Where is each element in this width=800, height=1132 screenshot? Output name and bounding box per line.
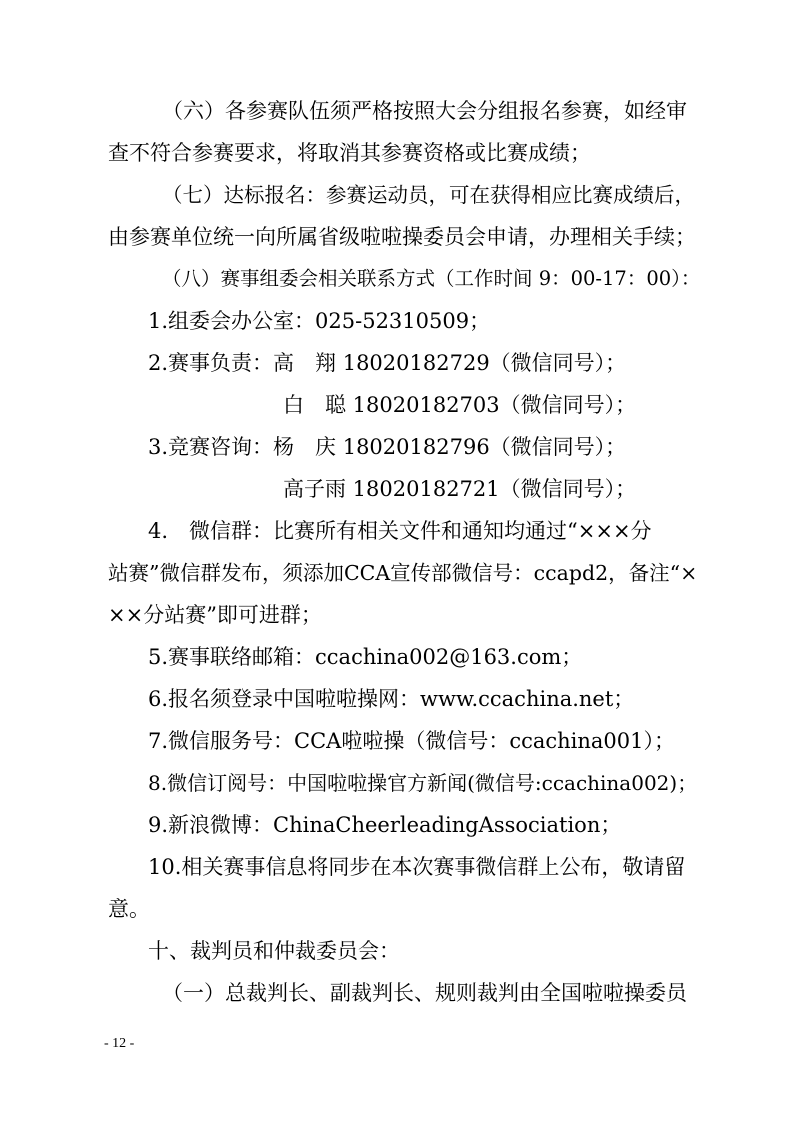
paragraph-line: 白 聪 18020182703（微信同号）； — [283, 393, 637, 417]
paragraph-line: 4. 微信群：比赛所有相关文件和通知均通过“×××分 — [148, 519, 652, 543]
paragraph-line: 1.组委会办公室：025-52310509； — [148, 309, 491, 333]
page-number: - 12 - — [104, 1036, 135, 1051]
paragraph-line: 7.微信服务号：CCA啦啦操（微信号：ccachina001）； — [148, 729, 676, 753]
paragraph-line: 5.赛事联络邮箱：ccachina002@163.com； — [148, 645, 583, 669]
paragraph-line: 站赛”微信群发布，须添加CCA宣传部微信号：ccapd2，备注“× — [108, 561, 698, 585]
paragraph-line: （六）各参赛队伍须严格按照大会分组报名参赛，如经审 — [162, 99, 687, 123]
section-heading: 十、裁判员和仲裁委员会： — [148, 939, 400, 963]
paragraph-line: 由参赛单位统一向所属省级啦啦操委员会申请，办理相关手续； — [108, 225, 696, 249]
paragraph-line: 高子雨 18020182721（微信同号）； — [283, 477, 637, 501]
paragraph-line: （八）赛事组委会相关联系方式（工作时间 9：00-17：00）： — [162, 267, 701, 290]
paragraph-line: 查不符合参赛要求，将取消其参赛资格或比赛成绩； — [108, 141, 591, 165]
paragraph-line: 8.微信订阅号：中国啦啦操官方新闻(微信号:ccachina002)； — [148, 771, 698, 795]
paragraph-line: 9.新浪微博：ChinaCheerleadingAssociation； — [148, 813, 622, 837]
paragraph-line: 10.相关赛事信息将同步在本次赛事微信群上公布，敬请留 — [148, 855, 686, 879]
paragraph-line: 6.报名须登录中国啦啦操网：www.ccachina.net； — [148, 687, 635, 711]
paragraph-line: （七）达标报名：参赛运动员，可在获得相应比赛成绩后， — [162, 183, 695, 207]
paragraph-line: 3.竞赛咨询：杨 庆 18020182796（微信同号）； — [148, 435, 627, 459]
paragraph-line: 意。 — [108, 897, 150, 921]
paragraph-line: （一）总裁判长、副裁判长、规则裁判由全国啦啦操委员 — [162, 981, 687, 1005]
paragraph-line: ××分站赛”即可进群； — [108, 603, 322, 627]
paragraph-line: 2.赛事负责：高 翔 18020182729（微信同号）； — [148, 351, 627, 375]
